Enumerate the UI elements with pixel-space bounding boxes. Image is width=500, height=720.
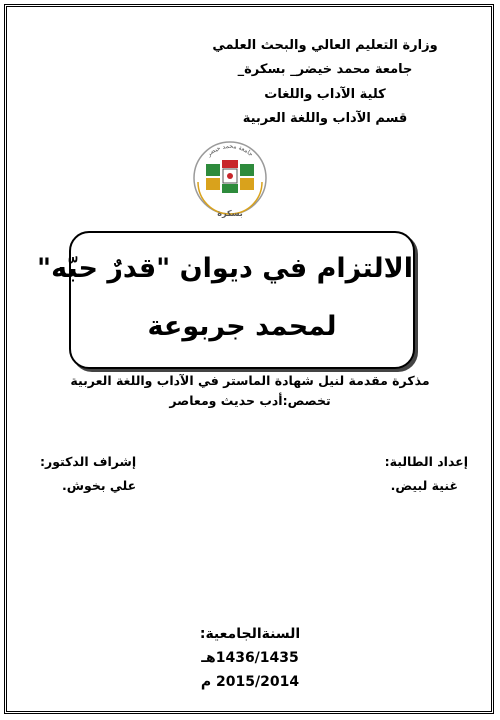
university-name: جامعة محمد خيضر_ بسكرة_ <box>237 62 413 77</box>
department-name: قسم الآداب واللغة العربية <box>242 111 408 126</box>
logo-tile-green-right <box>240 164 254 176</box>
specialization: تخصص:أدب حديث ومعاصر <box>169 393 331 408</box>
logo-center-dot <box>227 173 233 179</box>
ministry-name: وزارة التعليم العالي والبحث العلمي <box>212 38 438 53</box>
academic-year-label: السنةالجامعية: <box>199 626 301 642</box>
academic-year-gregorian: 2015/2014 م <box>200 674 300 690</box>
academic-year-hijri: 1436/1435هـ <box>201 650 299 666</box>
logo-tile-red-top <box>222 160 238 168</box>
faculty-name: كلية الآداب واللغات <box>264 87 386 102</box>
logo-tile-green-bottom <box>222 184 238 193</box>
logo-city-text: بسكرة <box>217 209 243 218</box>
title-box <box>37 231 415 369</box>
logo-arc-text: جامعة محمد خيضر <box>205 142 255 159</box>
supervisor-label: إشراف الدكتور: <box>40 454 137 469</box>
logo-tile-gold-left <box>206 178 220 190</box>
university-logo <box>190 138 270 226</box>
thesis-title-line2: لمحمد جربوعة <box>147 311 337 342</box>
student-label: إعداد الطالبة: <box>384 454 468 469</box>
student-name: غنية لبيض. <box>390 478 458 493</box>
logo-tile-green-left <box>206 164 220 176</box>
thesis-description: مذكرة مقدمة لنيل شهادة الماستر في الآداب واللغة العربية <box>70 373 430 388</box>
supervisor-name: علي بخوش. <box>62 478 137 493</box>
thesis-title-line1: الالتزام في ديوان "قدرٌ حبّه" <box>37 253 413 284</box>
logo-tile-gold-right <box>240 178 254 190</box>
